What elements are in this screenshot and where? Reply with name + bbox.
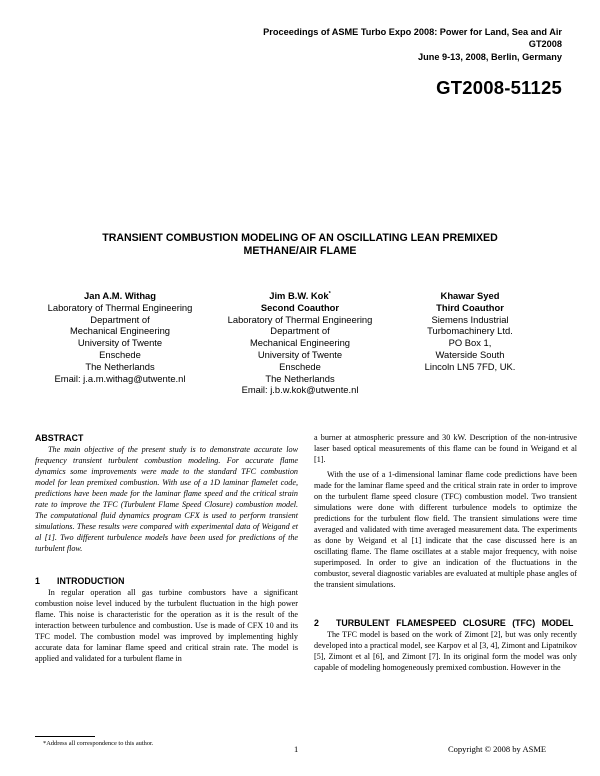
author-name-text: Jim B.W. Kok [269,290,329,301]
corresponding-mark: * [328,291,331,297]
author-name: Jan A.M. Withag [84,290,156,301]
conference-header [263,26,562,63]
title-line-2: METHANE/AIR FLAME [243,245,357,258]
author-affiliation-line: Mechanical Engineering [69,325,171,337]
section-2-text: The TFC model is based on the work of Zimont [2], but was only recently developed into a practical model, see Karpov et al [3, 4], Zimont and Lipatnikov [5], Zimont et al [6], and Zimont [7]. In its original form the model was only capable of modeling homogeneously premixed combustion. However in the [314,630,577,672]
abstract-text: The main objective of the present study is to demonstrate accurate low frequency transient turbulent combustion modeling. For accurate flame dynamics some improvements were made to the standard TFC combustion model for lean premixed combustion. With use of a 1D laminar flamelet code, predictions have been made for the laminar flame speed and the critical strain rate to improve the TFC (Turbulent Flame Speed Closure) combustion model. The computational fluid dynamics program CFX is used to perform transient simulations. These results were compared with experimental data of Weigand et al [1]. Two different turbulence models have been used for predictions of the turbulent flow. [35,445,298,553]
author-affiliation-line: Department of [270,325,330,337]
section-2-heading [314,618,577,629]
author-affiliation-line: Turbomachinery Ltd. [427,325,513,337]
paper-id: GT2008-51125 [436,77,562,98]
conference-dates: June 9-13, 2008, Berlin, Germany [417,51,562,62]
author-block-2 [210,290,390,396]
author-affiliation-line: Waterside South [435,348,505,360]
footnote: *Address all correspondence to this author. [43,740,154,747]
author-role: Second Coauthor [260,301,340,313]
section-number: 2 [314,618,319,628]
author-affiliation-line: Laboratory of Thermal Engineering [47,301,193,313]
continuation-text: a burner at atmospheric pressure and 30 kW. Description of the non-intrusive laser based optical measurements of this flame can be found in Weigand et al [1]. [314,433,577,464]
author-block-1 [20,290,220,384]
section-title: INTRODUCTION [57,576,125,586]
author-email: Email: j.a.m.withag@utwente.nl [54,372,186,384]
author-affiliation-line: Department of [90,313,150,325]
author-affiliation-line: Laboratory of Thermal Engineering [227,313,373,325]
author-block-3 [380,290,560,373]
author-affiliation-line: Siemens Industrial [431,313,509,325]
author-affiliation-line: PO Box 1, [448,337,492,349]
left-column [35,433,298,664]
footnote-rule [35,736,95,737]
author-role: Third Coauthor [436,301,504,313]
author-affiliation-line: The Netherlands [265,372,335,384]
author-name [210,290,390,302]
author-affiliation-line: The Netherlands [85,360,155,372]
paragraph-text: With the use of a 1-dimensional laminar flame code predictions have been made for the laminar flame speed and the critical strain rate in order to improve on the turbulent flame speed closure (TFC) combustion model. Two transient simulations were done with different turbulence models to optimize the predictions for the turbulent flow field. The transient simulations were time averaged and validated with time averaged measurement data. The experiments as done by Weigand et al [1] indicate that the case discussed here is an oscillating flame. The flame oscillates at a stable major frequency, with noise superimposed. In order to give an indication of the fluctuations in the combustor, several diagnostic variables are evaluated at multiple phase angles of the transient simulations. [314,470,577,589]
section-title: TURBULENT FLAMESPEED CLOSURE (TFC) MODEL [336,618,574,628]
author-name: Khawar Syed [440,290,500,301]
section-1-text: In regular operation all gas turbine combustors have a significant combustion noise level induced by the turbulent fluctuation in the high power flame. This noise is characteristic for the operation as it is the result of the interaction between turbulence and combustion. Use is made of CFX 10 and its TFC model. The combustion model was improved by implementing highly accurate data for laminar flame speed and critical strain rate. The model is applied and validated for a turbulent flame in [35,588,298,663]
author-affiliation-line: University of Twente [257,348,343,360]
author-affiliation-line: Enschede [279,360,321,372]
page-number: 1 [294,744,299,754]
author-affiliation-line: Enschede [99,348,141,360]
author-affiliation-line: Mechanical Engineering [249,337,351,349]
author-affiliation-line: Lincoln LN5 7FD, UK. [424,360,516,372]
section-number: 1 [35,576,40,586]
copyright-notice: Copyright © 2008 by ASME [448,744,547,754]
abstract-heading: ABSTRACT [35,433,84,443]
section-1-heading [35,576,298,587]
conference-name: Proceedings of ASME Turbo Expo 2008: Power for Land, Sea and Air [263,27,562,37]
paper-title [40,232,560,259]
right-column [314,432,577,673]
conference-code: GT2008 [528,39,562,50]
author-email: Email: j.b.w.kok@utwente.nl [241,384,359,396]
title-line-1: TRANSIENT COMBUSTION MODELING OF AN OSCILLATING LEAN PREMIXED [102,232,498,244]
author-affiliation-line: University of Twente [77,337,163,349]
